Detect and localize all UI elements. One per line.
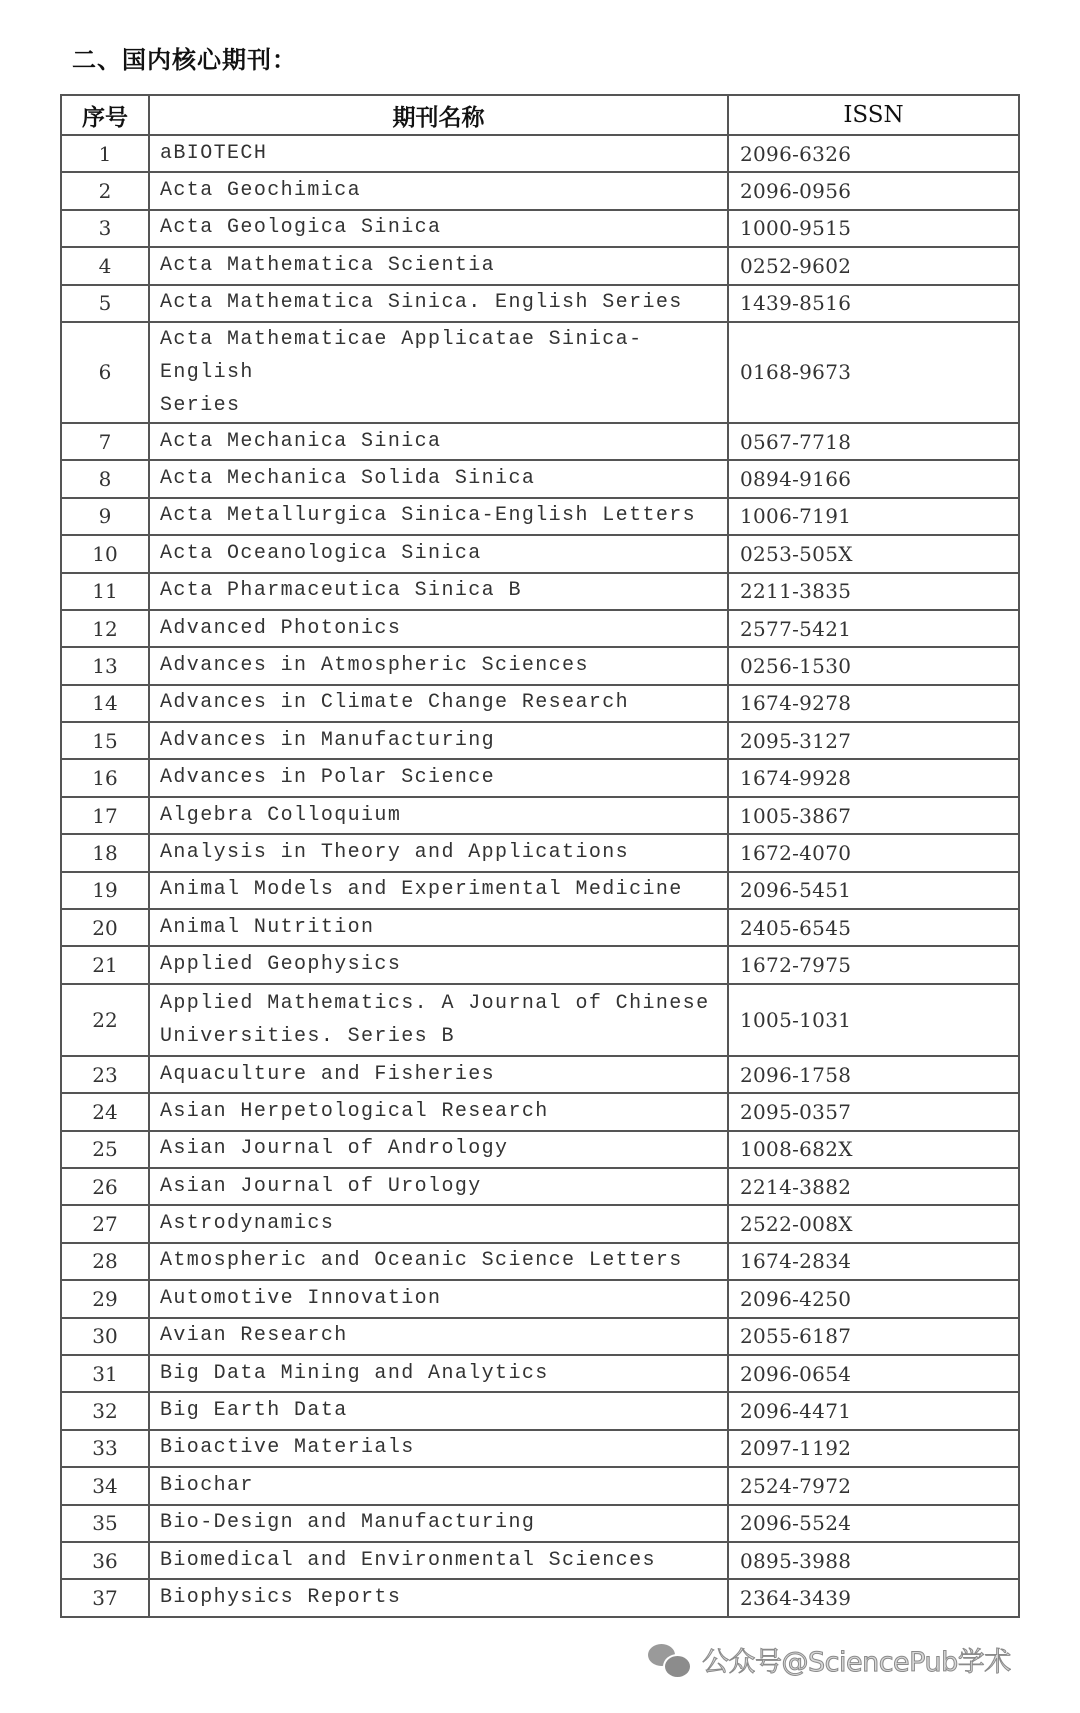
row-index: 18 xyxy=(61,834,149,871)
journal-name: Acta Geologica Sinica xyxy=(149,210,728,247)
journal-name: Acta Mathematica Scientia xyxy=(149,247,728,284)
table-row xyxy=(61,1131,1019,1168)
row-index: 5 xyxy=(61,285,149,322)
journal-name: Biophysics Reports xyxy=(149,1579,728,1616)
row-index: 10 xyxy=(61,535,149,572)
issn-value: 1674-2834 xyxy=(728,1243,1019,1280)
journal-name: Advanced Photonics xyxy=(149,610,728,647)
row-index: 24 xyxy=(61,1093,149,1130)
journal-name: Acta Mechanica Sinica xyxy=(149,423,728,460)
issn-value: 2096-0654 xyxy=(728,1355,1019,1392)
table-row xyxy=(61,1430,1019,1467)
issn-value: 0256-1530 xyxy=(728,647,1019,684)
journal-name: Applied Mathematics. A Journal of Chinese Universities. Series B xyxy=(149,984,728,1056)
issn-value: 1008-682X xyxy=(728,1131,1019,1168)
issn-value: 0894-9166 xyxy=(728,460,1019,497)
table-row xyxy=(61,909,1019,946)
issn-value: 1005-1031 xyxy=(728,984,1019,1056)
journal-name: Acta Pharmaceutica Sinica B xyxy=(149,573,728,610)
table-row xyxy=(61,946,1019,983)
issn-value: 2524-7972 xyxy=(728,1467,1019,1504)
wechat-icon xyxy=(648,1644,692,1676)
table-row xyxy=(61,1093,1019,1130)
issn-value: 1672-7975 xyxy=(728,946,1019,983)
row-index: 30 xyxy=(61,1318,149,1355)
journal-name: Advances in Polar Science xyxy=(149,759,728,796)
table-row xyxy=(61,247,1019,284)
table-row xyxy=(61,1467,1019,1504)
issn-value: 0168-9673 xyxy=(728,322,1019,423)
journal-name: Big Earth Data xyxy=(149,1392,728,1429)
row-index: 12 xyxy=(61,610,149,647)
table-row xyxy=(61,535,1019,572)
table-row xyxy=(61,1392,1019,1429)
row-index: 17 xyxy=(61,797,149,834)
row-index: 20 xyxy=(61,909,149,946)
row-index: 16 xyxy=(61,759,149,796)
table-row xyxy=(61,460,1019,497)
row-index: 36 xyxy=(61,1542,149,1579)
journal-name: Animal Nutrition xyxy=(149,909,728,946)
issn-value: 1672-4070 xyxy=(728,834,1019,871)
row-index: 22 xyxy=(61,984,149,1056)
row-index: 6 xyxy=(61,322,149,423)
journal-name: Avian Research xyxy=(149,1318,728,1355)
issn-value: 2211-3835 xyxy=(728,573,1019,610)
journal-name: Asian Herpetological Research xyxy=(149,1093,728,1130)
row-index: 9 xyxy=(61,498,149,535)
journal-name: Advances in Manufacturing xyxy=(149,722,728,759)
journal-name: Atmospheric and Oceanic Science Letters xyxy=(149,1243,728,1280)
table-row xyxy=(61,135,1019,172)
table-row xyxy=(61,573,1019,610)
row-index: 4 xyxy=(61,247,149,284)
journal-name: Biomedical and Environmental Sciences xyxy=(149,1542,728,1579)
issn-value: 2577-5421 xyxy=(728,610,1019,647)
table-row xyxy=(61,984,1019,1056)
journal-name: Acta Geochimica xyxy=(149,172,728,209)
row-index: 13 xyxy=(61,647,149,684)
issn-value: 0252-9602 xyxy=(728,247,1019,284)
row-index: 32 xyxy=(61,1392,149,1429)
journal-name: Astrodynamics xyxy=(149,1205,728,1242)
watermark-text: 公众号@SciencePub学术 xyxy=(702,1647,1011,1678)
table-row xyxy=(61,647,1019,684)
table-row xyxy=(61,834,1019,871)
issn-value: 2097-1192 xyxy=(728,1430,1019,1467)
journal-table xyxy=(60,94,1020,1618)
section-heading: 二、国内核心期刊： xyxy=(72,46,297,74)
issn-value: 2096-4471 xyxy=(728,1392,1019,1429)
header-journal-name: 期刊名称 xyxy=(149,95,728,135)
table-row xyxy=(61,797,1019,834)
issn-value: 2214-3882 xyxy=(728,1168,1019,1205)
issn-value: 2096-6326 xyxy=(728,135,1019,172)
table-row xyxy=(61,1542,1019,1579)
table-row xyxy=(61,1280,1019,1317)
row-index: 28 xyxy=(61,1243,149,1280)
journal-name: Acta Oceanologica Sinica xyxy=(149,535,728,572)
row-index: 19 xyxy=(61,872,149,909)
table-row xyxy=(61,722,1019,759)
issn-value: 2096-0956 xyxy=(728,172,1019,209)
row-index: 11 xyxy=(61,573,149,610)
row-index: 33 xyxy=(61,1430,149,1467)
issn-value: 1439-8516 xyxy=(728,285,1019,322)
row-index: 1 xyxy=(61,135,149,172)
journal-name: Aquaculture and Fisheries xyxy=(149,1056,728,1093)
row-index: 7 xyxy=(61,423,149,460)
journal-name: Big Data Mining and Analytics xyxy=(149,1355,728,1392)
table-row xyxy=(61,1355,1019,1392)
table-row xyxy=(61,1168,1019,1205)
table-row xyxy=(61,1243,1019,1280)
journal-name: Bioactive Materials xyxy=(149,1430,728,1467)
issn-value: 1005-3867 xyxy=(728,797,1019,834)
journal-name: Analysis in Theory and Applications xyxy=(149,834,728,871)
issn-value: 2096-1758 xyxy=(728,1056,1019,1093)
journal-name: aBIOTECH xyxy=(149,135,728,172)
journal-name: Animal Models and Experimental Medicine xyxy=(149,872,728,909)
journal-name: Algebra Colloquium xyxy=(149,797,728,834)
row-index: 25 xyxy=(61,1131,149,1168)
header-index: 序号 xyxy=(61,95,149,135)
row-index: 8 xyxy=(61,460,149,497)
issn-value: 2095-3127 xyxy=(728,722,1019,759)
journal-name: Advances in Climate Change Research xyxy=(149,685,728,722)
table-header-row xyxy=(61,95,1019,135)
table-row xyxy=(61,610,1019,647)
row-index: 37 xyxy=(61,1579,149,1616)
table-row xyxy=(61,1056,1019,1093)
journal-name: Applied Geophysics xyxy=(149,946,728,983)
table-row xyxy=(61,498,1019,535)
issn-value: 0895-3988 xyxy=(728,1542,1019,1579)
row-index: 15 xyxy=(61,722,149,759)
header-issn: ISSN xyxy=(728,95,1019,135)
row-index: 26 xyxy=(61,1168,149,1205)
table-row xyxy=(61,759,1019,796)
issn-value: 0567-7718 xyxy=(728,423,1019,460)
journal-name: Bio-Design and Manufacturing xyxy=(149,1505,728,1542)
row-index: 14 xyxy=(61,685,149,722)
issn-value: 2055-6187 xyxy=(728,1318,1019,1355)
row-index: 21 xyxy=(61,946,149,983)
table-row xyxy=(61,872,1019,909)
row-index: 3 xyxy=(61,210,149,247)
table-row xyxy=(61,1579,1019,1616)
issn-value: 0253-505X xyxy=(728,535,1019,572)
row-index: 31 xyxy=(61,1355,149,1392)
row-index: 2 xyxy=(61,172,149,209)
journal-name: Automotive Innovation xyxy=(149,1280,728,1317)
watermark xyxy=(648,1640,1011,1679)
issn-value: 1006-7191 xyxy=(728,498,1019,535)
table-row xyxy=(61,685,1019,722)
table-row xyxy=(61,423,1019,460)
issn-value: 1674-9928 xyxy=(728,759,1019,796)
row-index: 29 xyxy=(61,1280,149,1317)
table-row xyxy=(61,1318,1019,1355)
table-body xyxy=(61,135,1019,1617)
issn-value: 2522-008X xyxy=(728,1205,1019,1242)
issn-value: 1000-9515 xyxy=(728,210,1019,247)
journal-name: Acta Mechanica Solida Sinica xyxy=(149,460,728,497)
journal-name: Acta Mathematicae Applicatae Sinica-English Series xyxy=(149,322,728,423)
journal-name: Advances in Atmospheric Sciences xyxy=(149,647,728,684)
issn-value: 2364-3439 xyxy=(728,1579,1019,1616)
issn-value: 2096-4250 xyxy=(728,1280,1019,1317)
issn-value: 1674-9278 xyxy=(728,685,1019,722)
journal-name: Acta Mathematica Sinica. English Series xyxy=(149,285,728,322)
row-index: 27 xyxy=(61,1205,149,1242)
issn-value: 2096-5451 xyxy=(728,872,1019,909)
journal-name: Acta Metallurgica Sinica-English Letters xyxy=(149,498,728,535)
row-index: 23 xyxy=(61,1056,149,1093)
row-index: 34 xyxy=(61,1467,149,1504)
table-row xyxy=(61,322,1019,423)
table-row xyxy=(61,285,1019,322)
journal-name: Asian Journal of Andrology xyxy=(149,1131,728,1168)
table-row xyxy=(61,1505,1019,1542)
issn-value: 2095-0357 xyxy=(728,1093,1019,1130)
table-row xyxy=(61,1205,1019,1242)
issn-value: 2096-5524 xyxy=(728,1505,1019,1542)
table-row xyxy=(61,172,1019,209)
journal-name: Asian Journal of Urology xyxy=(149,1168,728,1205)
journal-name: Biochar xyxy=(149,1467,728,1504)
table-row xyxy=(61,210,1019,247)
issn-value: 2405-6545 xyxy=(728,909,1019,946)
row-index: 35 xyxy=(61,1505,149,1542)
